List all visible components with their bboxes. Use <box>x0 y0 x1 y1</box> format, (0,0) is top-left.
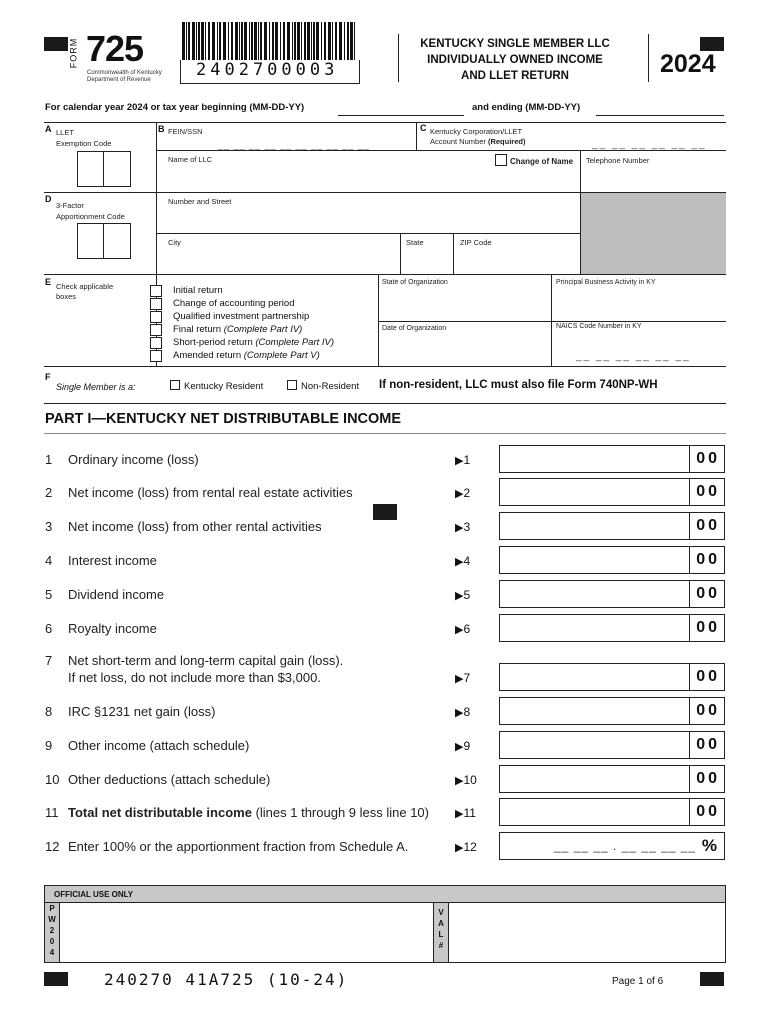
state-of-organization-label: State of Organization <box>382 279 448 286</box>
telephone-label: Telephone Number <box>586 156 650 165</box>
barcode-bar <box>354 22 355 60</box>
triangle-arrow-icon: ▶ <box>455 775 464 787</box>
return-type-label: Amended return (Complete Part V) <box>173 350 320 361</box>
percent-sign: % <box>701 836 717 855</box>
barcode-bar <box>254 22 257 60</box>
code-letter: 4 <box>49 948 55 957</box>
barcode-bar <box>304 22 306 60</box>
registration-mark-top-left <box>44 37 68 51</box>
line-description: Ordinary income (loss) <box>68 452 199 467</box>
grid-row-line-5 <box>378 321 726 322</box>
agency-name: Commonwealth of Kentucky Department of Revenue <box>87 70 162 83</box>
principal-activity-label: Principal Business Activity in KY <box>556 279 656 286</box>
form-number: 725 <box>86 28 144 69</box>
amount-input[interactable] <box>499 445 725 473</box>
return-type-label: Change of accounting period <box>173 298 295 309</box>
part1-title: PART I—KENTUCKY NET DISTRIBUTABLE INCOME <box>45 411 402 427</box>
grid-col-a-divider <box>156 122 157 274</box>
barcode-bar <box>223 22 226 60</box>
grid-bottom-line <box>44 366 726 367</box>
barcode-bar <box>347 22 349 60</box>
grid-col-org-divider <box>378 274 379 366</box>
state-input[interactable] <box>403 250 451 272</box>
non-resident-checkbox[interactable] <box>287 380 297 390</box>
non-resident-label: Non-Resident <box>301 381 360 392</box>
telephone-input[interactable] <box>584 168 724 190</box>
field-d-letter: D <box>45 194 52 204</box>
non-resident-note: If non-resident, LLC must also file Form 740NP-WH <box>379 379 658 391</box>
line-number: 10 <box>45 772 60 787</box>
grid-row-line-1 <box>156 150 726 151</box>
grid-col-state-divider <box>400 233 401 274</box>
barcode-bar <box>217 22 218 60</box>
barcode-bar <box>311 22 312 60</box>
return-type-checkbox[interactable] <box>150 337 162 349</box>
line-description: Other deductions (attach schedule) <box>68 772 271 787</box>
apportionment-code-input[interactable] <box>77 223 131 259</box>
barcode-bar <box>205 22 206 60</box>
cents-value: 00 <box>696 517 720 534</box>
line-description: Total net distributable income (lines 1 through 9 less line 10) <box>68 805 429 820</box>
barcode-bar <box>297 22 300 60</box>
barcode-bar <box>249 22 250 60</box>
line-number: 7 <box>45 653 53 668</box>
barcode-bar <box>344 22 345 60</box>
line-number: 3 <box>45 519 53 534</box>
barcode-bar <box>235 22 238 60</box>
line-number: 8 <box>45 704 53 719</box>
barcode-bar <box>294 22 296 60</box>
pw204-code <box>45 903 60 962</box>
code-letter: 0 <box>49 937 55 946</box>
triangle-arrow-icon: ▶ <box>455 707 464 719</box>
change-of-name-label: Change of Name <box>510 157 574 166</box>
code-letter: W <box>48 915 56 924</box>
amount-input[interactable] <box>499 697 725 725</box>
barcode-bar <box>212 22 215 60</box>
barcode-bar <box>208 22 210 60</box>
triangle-arrow-icon: ▶ <box>455 522 464 534</box>
barcode-bar <box>260 22 262 60</box>
barcode-bar <box>239 22 240 60</box>
barcode-bar <box>280 22 281 60</box>
line-reference: ▶8 <box>455 705 471 719</box>
triangle-arrow-icon: ▶ <box>455 455 464 467</box>
barcode-bar <box>258 22 259 60</box>
return-type-label: Initial return <box>173 285 223 296</box>
barcode-bar <box>196 22 197 60</box>
line-reference: ▶9 <box>455 739 471 753</box>
amount-input[interactable] <box>499 798 725 826</box>
triangle-arrow-icon: ▶ <box>455 624 464 636</box>
triangle-arrow-icon: ▶ <box>455 842 464 854</box>
field-b-letter: B <box>158 124 165 134</box>
code-letter: # <box>438 941 444 950</box>
field-c-letter: C <box>420 123 427 133</box>
form-title: KENTUCKY SINGLE MEMBER LLC INDIVIDUALLY OWNED INCOME AND LLET RETURN <box>420 38 610 82</box>
barcode-bar <box>335 22 337 60</box>
return-type-checkbox[interactable] <box>150 324 162 336</box>
line-description: Net income (loss) from rental real estate activities <box>68 485 353 500</box>
barcode-bar <box>292 22 293 60</box>
grid-col-zip-divider <box>453 233 454 274</box>
return-type-checkbox[interactable] <box>150 298 162 310</box>
barcode-bar <box>251 22 253 60</box>
code-letter: L <box>438 930 444 939</box>
barcode-bar <box>321 22 322 60</box>
amount-input[interactable] <box>499 731 725 759</box>
return-type-checkbox[interactable] <box>150 311 162 323</box>
official-use-body <box>44 903 726 963</box>
form-label: FORM <box>68 37 79 69</box>
shaded-area <box>581 193 726 274</box>
street-input[interactable] <box>165 208 575 232</box>
barcode-number: 2402700003 <box>196 60 339 80</box>
code-letter: A <box>438 919 444 928</box>
line-reference: ▶6 <box>455 622 471 636</box>
triangle-arrow-icon: ▶ <box>455 590 464 602</box>
official-use-header <box>44 885 726 903</box>
line-reference: ▶7 <box>455 671 471 685</box>
registration-mark-bottom-right <box>700 972 724 986</box>
fraction-blanks: __ __ __ . __ __ __ __ <box>554 839 697 853</box>
val-code <box>433 903 449 962</box>
barcode-bar <box>307 22 310 60</box>
return-type-checkbox[interactable] <box>150 285 162 297</box>
ky-account-number-input[interactable]: __ __ __ __ __ __ <box>592 139 707 150</box>
line-reference: ▶11 <box>455 806 476 820</box>
code-letter: P <box>49 904 55 913</box>
grid-row-line-4 <box>44 274 726 275</box>
line-description: Dividend income <box>68 587 165 602</box>
return-type-checkbox[interactable] <box>150 350 162 362</box>
cents-value: 00 <box>696 450 720 467</box>
line-description: Other income (attach schedule) <box>68 738 250 753</box>
barcode-bar <box>231 22 233 60</box>
tax-year-end-label: and ending (MM-DD-YY) <box>472 102 581 113</box>
line-reference: ▶4 <box>455 554 471 568</box>
amount-input[interactable] <box>499 580 725 608</box>
part1-top-line <box>44 403 726 404</box>
tax-year-begin-label: For calendar year 2024 or tax year beginning (MM-DD-YY) <box>45 102 305 113</box>
apportionment-fraction-input[interactable] <box>499 832 725 860</box>
barcode-bar <box>313 22 315 60</box>
triangle-arrow-icon: ▶ <box>455 808 464 820</box>
amount-input[interactable] <box>499 478 725 506</box>
field-e-label: Check applicable boxes <box>56 282 114 301</box>
barcode-bar <box>332 22 333 60</box>
street-label: Number and Street <box>168 197 232 206</box>
line-reference: ▶2 <box>455 486 471 500</box>
barcode-bar <box>283 22 285 60</box>
official-use-box-right[interactable] <box>450 903 725 962</box>
line-number: 9 <box>45 738 53 753</box>
field-f-label: Single Member is a: <box>56 382 136 392</box>
field-b-label: FEIN/SSN <box>168 127 203 136</box>
barcode-bar <box>244 22 247 60</box>
amount-input[interactable] <box>499 614 725 642</box>
triangle-arrow-icon: ▶ <box>455 673 464 685</box>
barcode-bar <box>186 22 187 60</box>
barcode <box>180 22 360 60</box>
barcode-bar <box>188 22 190 60</box>
fein-ssn-input[interactable]: __ __ __ __ __ __ __ __ __ __ <box>218 140 370 150</box>
barcode-bar <box>269 22 270 60</box>
barcode-bar <box>324 22 326 60</box>
date-of-organization-label: Date of Organization <box>382 325 447 332</box>
barcode-bar <box>272 22 274 60</box>
line-description: Interest income <box>68 553 157 568</box>
name-of-llc-label: Name of LLC <box>168 155 213 164</box>
line-number: 1 <box>45 452 53 467</box>
state-of-organization-input[interactable] <box>381 290 549 318</box>
tax-year: 2024 <box>660 50 716 78</box>
tax-year-begin-input[interactable] <box>338 115 464 116</box>
triangle-arrow-icon: ▶ <box>455 741 464 753</box>
barcode-bar <box>264 22 267 60</box>
line-description: Net short-term and long-term capital gain (loss). If net loss, do not include more than $3,000. <box>68 653 344 685</box>
amount-input[interactable] <box>499 663 725 691</box>
cents-value: 00 <box>696 702 720 719</box>
return-type-label: Short-period return (Complete Part IV) <box>173 337 335 348</box>
tax-year-end-input[interactable] <box>596 115 724 116</box>
change-of-name-checkbox[interactable] <box>495 154 507 166</box>
page-number: Page 1 of 6 <box>612 976 664 987</box>
cents-value: 00 <box>696 803 720 820</box>
field-a-letter: A <box>45 124 52 134</box>
line-description: Royalty income <box>68 621 157 636</box>
kentucky-resident-label: Kentucky Resident <box>184 381 264 392</box>
field-d-label: 3-Factor Apportionment Code <box>56 201 125 221</box>
amount-input[interactable] <box>499 512 725 540</box>
cents-value: 00 <box>696 736 720 753</box>
barcode-bar <box>287 22 290 60</box>
barcode-bar <box>241 22 243 60</box>
header-divider-left <box>398 34 399 82</box>
llet-exemption-code-input[interactable] <box>77 151 131 187</box>
amount-input[interactable] <box>499 546 725 574</box>
cents-value: 00 <box>696 483 720 500</box>
barcode-bar <box>228 22 229 60</box>
barcode-bar <box>275 22 278 60</box>
line-number: 2 <box>45 485 53 500</box>
principal-activity-input[interactable] <box>554 290 724 318</box>
line-reference: ▶10 <box>455 773 477 787</box>
triangle-arrow-icon: ▶ <box>455 556 464 568</box>
field-c-label: Kentucky Corporation/LLET Account Number (Required) <box>430 127 526 146</box>
barcode-bar <box>219 22 221 60</box>
naics-label: NAICS Code Number in KY <box>556 323 642 330</box>
registration-mark-top-right <box>700 37 724 51</box>
barcode-graphic <box>180 22 360 60</box>
date-of-organization-input[interactable] <box>381 336 549 364</box>
city-label: City <box>168 238 181 247</box>
field-a-label: LLET Exemption Code <box>56 128 112 148</box>
grid-col-c-divider <box>416 122 417 150</box>
zip-input[interactable] <box>457 250 577 272</box>
cents-value: 00 <box>696 619 720 636</box>
line-reference: ▶3 <box>455 520 471 534</box>
barcode-bar <box>198 22 200 60</box>
official-use-title: OFFICIAL USE ONLY <box>54 890 134 899</box>
zip-label: ZIP Code <box>460 238 492 247</box>
barcode-bar <box>316 22 319 60</box>
field-f-letter: F <box>45 372 51 382</box>
line-description: Enter 100% or the apportionment fraction from Schedule A. <box>68 839 409 854</box>
part1-title-underline <box>44 433 726 434</box>
line-number: 5 <box>45 587 53 602</box>
grid-col-activity-divider <box>551 274 552 366</box>
cents-value: 00 <box>696 668 720 685</box>
registration-mark-middle <box>373 504 397 520</box>
line-number: 11 <box>45 805 59 820</box>
line-reference: ▶5 <box>455 588 471 602</box>
barcode-bar <box>328 22 331 60</box>
naics-input[interactable]: __ __ __ __ __ __ <box>576 351 691 362</box>
city-input[interactable] <box>165 250 397 272</box>
barcode-bar <box>201 22 204 60</box>
amount-input[interactable] <box>499 765 725 793</box>
grid-top-line <box>44 122 726 123</box>
barcode-bar <box>301 22 302 60</box>
return-type-label: Qualified investment partnership <box>173 311 310 322</box>
official-use-box-left[interactable] <box>60 903 433 962</box>
state-label: State <box>406 238 424 247</box>
name-of-llc-input[interactable] <box>165 165 575 189</box>
line-number: 12 <box>45 839 60 854</box>
barcode-bar <box>350 22 353 60</box>
code-letter: V <box>438 908 444 917</box>
kentucky-resident-checkbox[interactable] <box>170 380 180 390</box>
barcode-bar <box>192 22 195 60</box>
line-number: 4 <box>45 553 53 568</box>
code-letter: 2 <box>49 926 55 935</box>
registration-mark-bottom-left <box>44 972 68 986</box>
line-reference: ▶12 <box>455 840 477 854</box>
barcode-bar <box>339 22 342 60</box>
triangle-arrow-icon: ▶ <box>455 488 464 500</box>
line-reference: ▶1 <box>455 453 471 467</box>
header-divider-right <box>648 34 649 82</box>
line-number: 6 <box>45 621 53 636</box>
grid-row-line-3 <box>156 233 580 234</box>
cents-value: 00 <box>696 585 720 602</box>
footer-form-code: 240270 41A725 (10-24) <box>104 970 349 989</box>
cents-value: 00 <box>696 770 720 787</box>
cents-value: 00 <box>696 551 720 568</box>
field-e-letter: E <box>45 277 52 287</box>
return-type-label: Final return (Complete Part IV) <box>173 324 303 335</box>
barcode-bar <box>182 22 185 60</box>
line-description: Net income (loss) from other rental activities <box>68 519 322 534</box>
line-description: IRC §1231 net gain (loss) <box>68 704 216 719</box>
